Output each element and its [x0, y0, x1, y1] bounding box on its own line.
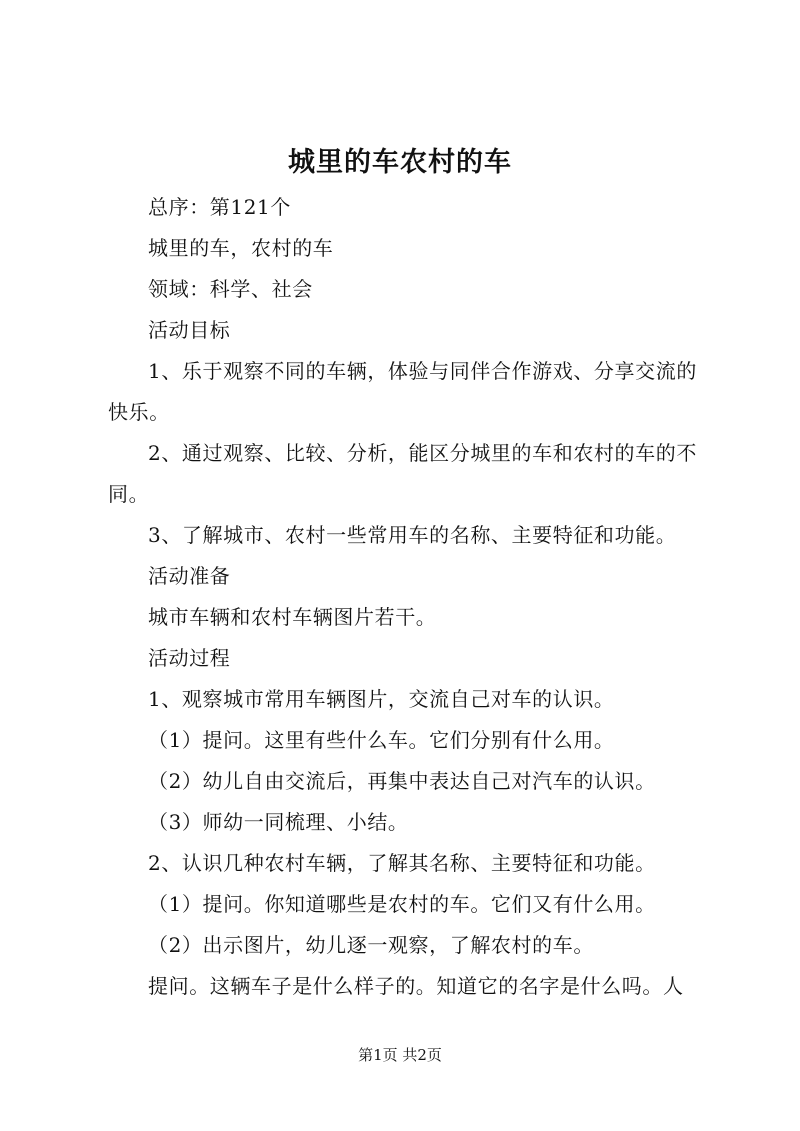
paragraph-order: 总序：第121个 [148, 195, 291, 219]
heading-goals: 活动目标 [148, 318, 231, 342]
paragraph-goal-2: 2、通过观察、比较、分析，能区分城里的车和农村的车的不同。 [108, 441, 697, 506]
paragraph-step-1-2: （2）幼儿自由交流后，再集中表达自己对汽车的认识。 [148, 769, 656, 793]
paragraph-step-1-3: （3）师幼一同梳理、小结。 [148, 810, 409, 834]
paragraph-step-2-1: （1）提问。你知道哪些是农村的车。它们又有什么用。 [148, 892, 656, 916]
paragraph-subtitle: 城里的车，农村的车 [148, 236, 334, 260]
paragraph-step-2: 2、认识几种农村车辆，了解其名称、主要特征和功能。 [148, 851, 656, 875]
paragraph-question: 提问。这辆车子是什么样子的。知道它的名字是什么吗。人 [148, 974, 684, 998]
paragraph-step-1: 1、观察城市常用车辆图片，交流自己对车的认识。 [148, 687, 615, 711]
heading-process: 活动过程 [148, 646, 231, 670]
heading-preparation: 活动准备 [148, 564, 231, 588]
paragraph-domain: 领域：科学、社会 [148, 277, 313, 301]
paragraph-preparation: 城市车辆和农村车辆图片若干。 [148, 605, 437, 629]
document-title: 城里的车农村的车 [288, 147, 512, 178]
paragraph-goal-3: 3、了解城市、农村一些常用车的名称、主要特征和功能。 [148, 523, 677, 547]
paragraph-step-1-1: （1）提问。这里有些什么车。它们分别有什么用。 [148, 728, 615, 752]
paragraph-step-2-2: （2）出示图片，幼儿逐一观察，了解农村的车。 [148, 933, 594, 957]
paragraph-goal-1: 1、乐于观察不同的车辆，体验与同伴合作游戏、分享交流的快乐。 [108, 359, 697, 424]
page-footer: 第1页 共2页 [358, 1046, 442, 1064]
